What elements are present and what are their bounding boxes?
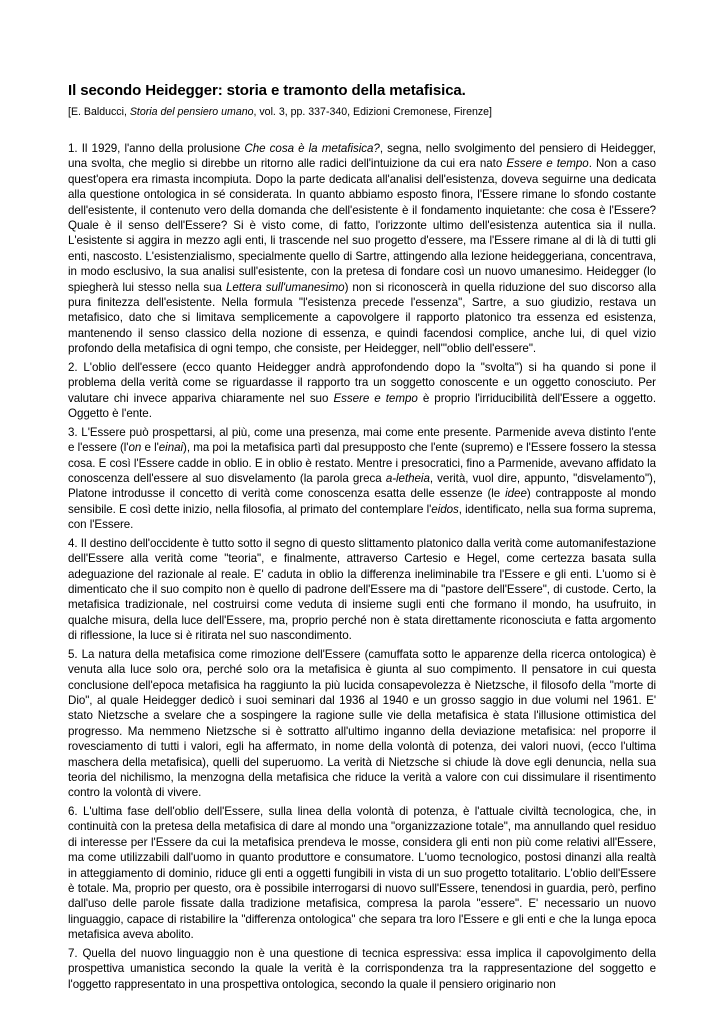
paragraph-text: 3. L'Essere può prospettarsi, al più, come una presenza, mai come ente presente. Parmenide aveva distinto l'ente e l'essere (l': [68, 425, 656, 455]
paragraph-text: , verità, vuol dire, appunto, "disvelamento"), Platone introdusse il concetto di verità come conoscenza esatta delle essenze (le: [68, 471, 656, 501]
paragraph-text: 6. L'ultima fase dell'oblio dell'Essere, sulla linea della volontà di potenza, è l'attuale civiltà tecnologica, che, in continuità con la pretesa della metafisica di dare al mondo una "organizzazione totale", ma annullando quel residuo di interesse per l'Essere da cui la metafisica prendeva le mosse, considera gli enti non più come relativi all'Essere, ma come utilizzabili dall'uomo in quanto produttore e consumatore. L'uomo tecnologico, postosi dinanzi alla realtà in atteggiamento di dominio, riduce gli enti a oggetti fungibili in vista di un suo progetto totalitario. L'oblio dell'Essere è totale. Ma, proprio per questo, ora è possibile interrogarsi di nuovo sull'Essere, tenendosi in guardia, però, perfino dall'uso delle parole fissate dalla tradizione metafisica, compresa la parola "essere". E' necessario un nuovo linguaggio, capace di ristabilire la "differenza ontologica" che separa tra loro l'Essere e gli enti e che la lunga epoca metafisica aveva abolito.: [68, 805, 656, 942]
paragraph-text: , segna, nello svolgimento del pensiero di Heidegger, una svolta, che meglio si direbbe un ritorno alle radici dell'intuizione da cui era nato: [68, 142, 656, 171]
source-citation: [68, 106, 656, 119]
paragraph: [68, 425, 656, 533]
source-prefix: [E. Balducci,: [68, 106, 130, 118]
source-work-title: Storia del pensiero umano: [129, 106, 254, 118]
paragraph-text: 4. Il destino dell'occidente è tutto sotto il segno di questo slittamento platonico dalla verità come automanifestazione dell'Essere alla verità come "teoria", e finalmente, attraverso Cartesio e Hegel, come certezza basata sulla adeguazione del razionale al reale. E' caduta in oblio la differenza ineliminabile tra l'Essere e gli enti. L'uomo si è dimenticato che il suo compito non è quello di padrone dell'Essere ma di "pastore dell'Essere", di custode. Certo, la metafisica tradizionale, nel costruirsi come veduta di insieme sugli enti che formano il mondo, ha usufruito, in qualche misura, della luce dell'Essere, ma, proprio perché non è stata direttamente riconosciuta e fatta argomento di riflessione, la luce si è ritirata nel suo nascondimento.: [68, 536, 656, 643]
italic-text: Essere e tempo: [506, 157, 589, 171]
paragraph-text: 2. L'oblio dell'essere (ecco quanto Heidegger andrà approfondendo dopo la "svolta") si ha quando si pone il problema della verità come se riguardasse il rapporto tra un soggetto conoscente e un oggetto conosciuto. Per valutare chi invece appariva chiaramente nel suo: [68, 360, 656, 405]
paragraph-text: 5. La natura della metafisica come rimozione dell'Essere (camuffata sotto le apparenze della ricerca ontologica) è venuta alla luce solo ora, perché solo ora la metafisica è giunta al suo compimento. Il pensatore in cui questa conclusione dell'epoca metafisica ha raggiunto la più lucida consapevolezza è Nietzsche, il filosofo della "morte di Dio", al quale Heidegger dedicò i suoi seminari dal 1936 al 1940 e un grosso saggio in due volumi nel 1961. E' stato Nietzsche a svelare che a sospingere la ragione sulle vie della metafisica è stata l'illusione ottimistica del progresso. Ma nemmeno Nietzsche si è sottratto all'ultimo inganno della deviazione metafisica: nel proporre il rovesciamento di tutti i valori, egli ha affermato, in nome della volontà di potenza, dei valori nuovi, (ecco l'ultima maschera della metafisica), quelli del superuomo. La verità di Nietzsche si chiude là dove egli denuncia, nella sua teoria del nichilismo, la menzogna della metafisica che riduce la verità a valore con cui dissimulare il risentimento contro la volontà di vivere.: [68, 647, 656, 800]
italic-text: eidos: [431, 502, 459, 516]
paragraph-text: ), ma poi la metafisica partì dal presupposto che l'ente (supremo) e l'Essere fossero la stessa cosa. E così l'Essere cadde in oblio. E in oblio è restato. Mentre i presocratici, fino a Parmenide, avevano affidato la conoscenza dell'essere al suo disvelamento (la parola greca: [68, 441, 657, 485]
paragraph: [68, 536, 656, 644]
italic-text: Che cosa è la metafisica?: [244, 142, 380, 155]
document-title: Il secondo Heidegger: storia e tramonto della metafisica.: [68, 82, 466, 99]
paragraph: [68, 946, 656, 992]
paragraph-text: . Non a caso quest'opera era rimasta incompiuta. Dopo la parte dedicata all'analisi dell'esistenza, doveva seguirne una dedicata alla questione ontologica in sé considerata. In quanto abbiamo esposto finora, l'Essere rimane lo sfondo costante dell'esistente, il contenuto vero della domanda che dell'esistente è il fondamento inquietante: che cosa è l'Essere? Quale è il senso dell'Essere? Si è visto come, di fatto, l'orizzonte ultimo dell'esistenza autentica sia il nulla. L'esistente si aggira in mezzo agli enti, li trascende nel suo progetto d'essere, ma l'Essere rimane al di là di tutti gli enti, nascosto. L'esistenzialismo, specialmente quello di Sartre, attingendo alla lezione heideggeriana, concentrava, in modo esclusivo, la sua analisi sull'esistente, con la pretesa di fondare così un nuovo umanesimo. Heidegger (lo spiegherà lui stesso nella sua: [68, 157, 656, 294]
paragraph-text: ) non si riconoscerà in quella riduzione del suo discorso alla pura finitezza dell'esistente. Nella formula "l'esistenza precede l'essenza", Sartre, a suo giudizio, restava un metafisico, dato che si limitava semplicemente a capovolgere il rapporto platonico tra essenza ed esistenza, mantenendo il senso classico della nozione di essenza, e quindi facendosi complice, anche lui, di quel vizio profondo della metafisica di ogni tempo, che consiste, per Heidegger, nell'"oblio dell'essere".: [68, 280, 656, 356]
italic-text: idee: [505, 487, 527, 501]
paragraph-text: , identificato, nella sua forma suprema, con l'Essere.: [68, 502, 656, 532]
paragraph: [68, 141, 656, 357]
paragraph-text: 1. Il 1929, l'anno della prolusione: [68, 142, 245, 155]
italic-text: einai: [158, 441, 184, 455]
document-page: [68, 82, 656, 992]
italic-text: on: [128, 441, 142, 455]
body-text: [68, 141, 656, 992]
italic-text: a-letheia: [385, 471, 430, 485]
italic-text: Lettera sull'umanesimo: [225, 280, 345, 294]
paragraph-text: e l': [141, 441, 159, 455]
paragraph-text: 7. Quella del nuovo linguaggio non è una questione di tecnica espressiva: essa implica il capovolgimento della prospettiva umanistica secondo la quale la verità è la corrispondenza tra la rappresentazione del soggetto e l'oggetto rappresentato in una prospettiva ontologica, secondo la quale il pensiero originario non: [68, 946, 656, 991]
italic-text: Essere e tempo: [333, 391, 418, 405]
paragraph: [68, 647, 656, 801]
paragraph: [68, 804, 656, 943]
paragraph-text: è proprio l'irriducibilità dell'Essere a oggetto. Oggetto è l'ente.: [68, 391, 656, 421]
paragraph: [68, 360, 656, 422]
source-suffix: , vol. 3, pp. 337-340, Edizioni Cremonese, Firenze]: [253, 106, 492, 118]
paragraph-text: ) contrapposte al mondo sensibile. E così dette inizio, nella filosofia, al primato del contemplare l': [68, 487, 656, 516]
